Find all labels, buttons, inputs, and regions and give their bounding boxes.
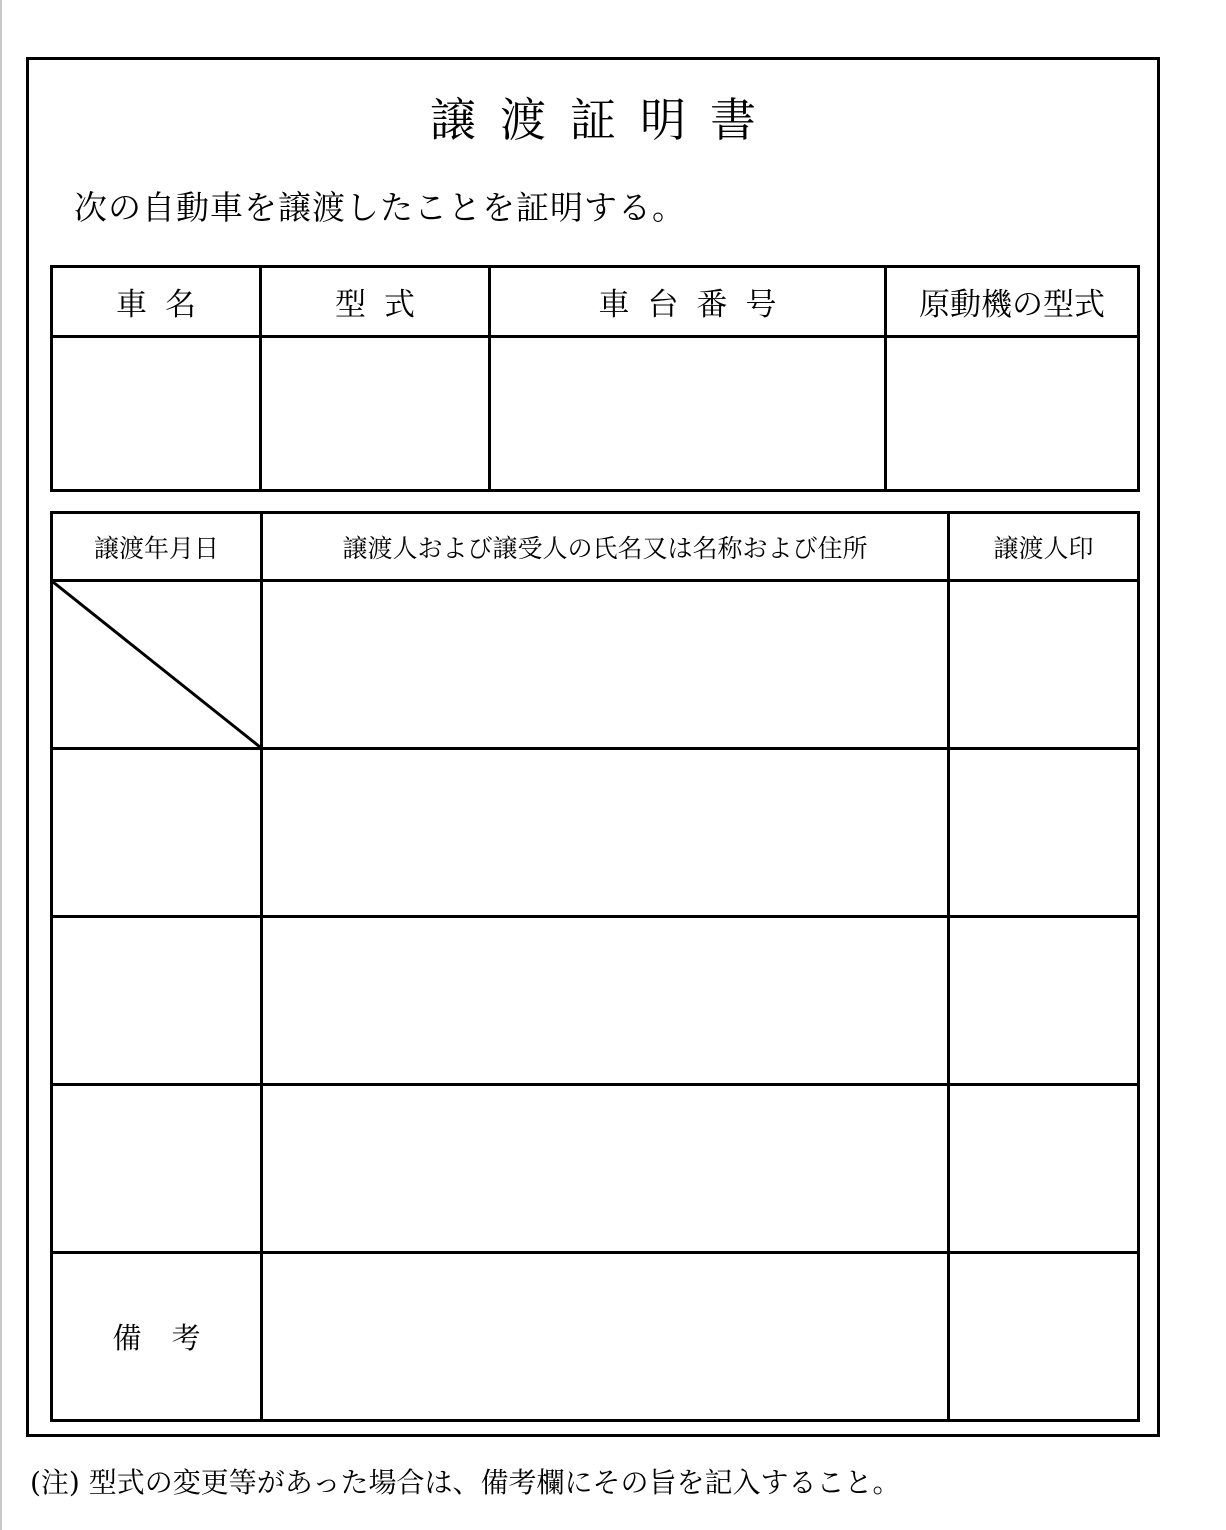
remarks-label: 備考	[52, 1253, 262, 1421]
transferor-seal-field[interactable]	[949, 917, 1139, 1085]
transfer-date-field[interactable]	[52, 1085, 262, 1253]
vehicle-info-table	[50, 265, 1140, 492]
party-info-field[interactable]	[262, 581, 949, 749]
transferor-seal-field[interactable]	[949, 1085, 1139, 1253]
transfer-row	[52, 581, 1139, 749]
transfer-row	[52, 917, 1139, 1085]
vehicle-name-field[interactable]	[52, 337, 261, 491]
chassis-number-field[interactable]	[490, 337, 886, 491]
transfer-row	[52, 749, 1139, 917]
vehicle-name-header: 車名	[52, 267, 261, 337]
transfer-date-field[interactable]	[52, 917, 262, 1085]
party-info-header: 譲渡人および譲受人の氏名又は名称および住所	[262, 513, 949, 581]
intro-statement: 次の自動車を譲渡したことを証明する。	[74, 188, 686, 227]
transferor-seal-header: 譲渡人印	[949, 513, 1139, 581]
document-title: 譲渡証明書	[430, 93, 780, 147]
transfer-date-field[interactable]	[52, 749, 262, 917]
remarks-field[interactable]	[262, 1253, 949, 1421]
model-type-field[interactable]	[261, 337, 490, 491]
transferor-seal-field[interactable]	[949, 581, 1139, 749]
transfer-header-row	[52, 513, 1139, 581]
party-info-field[interactable]	[262, 749, 949, 917]
transfer-row	[52, 1085, 1139, 1253]
footnote: (注) 型式の変更等があった場合は、備考欄にその旨を記入すること。	[30, 1466, 901, 1499]
engine-model-header: 原動機の型式	[886, 267, 1139, 337]
vehicle-value-row	[52, 337, 1139, 491]
transfer-date-header: 譲渡年月日	[52, 513, 262, 581]
model-type-header: 型式	[261, 267, 490, 337]
party-info-field[interactable]	[262, 1085, 949, 1253]
party-info-field[interactable]	[262, 917, 949, 1085]
chassis-number-header: 車台番号	[490, 267, 886, 337]
transfer-record-table	[50, 511, 1140, 1422]
vehicle-header-row	[52, 267, 1139, 337]
diagonal-strike-line	[53, 582, 260, 747]
transferor-seal-field[interactable]	[949, 749, 1139, 917]
transfer-date-field-struck	[52, 581, 262, 749]
remarks-seal-field[interactable]	[949, 1253, 1139, 1421]
engine-model-field[interactable]	[886, 337, 1139, 491]
page-edge	[0, 0, 2, 1530]
remarks-row	[52, 1253, 1139, 1421]
